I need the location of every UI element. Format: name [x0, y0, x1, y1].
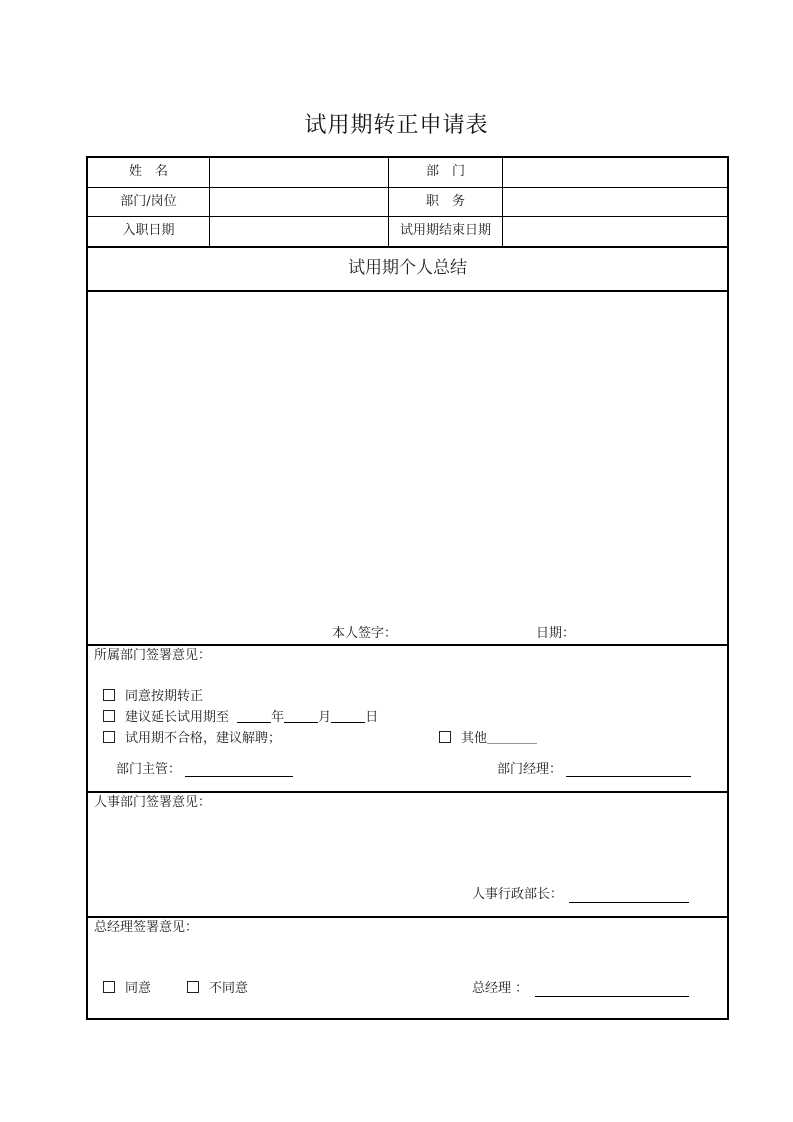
- checkbox-icon[interactable]: [187, 981, 199, 993]
- month-blank[interactable]: [284, 710, 318, 723]
- self-summary-title: 试用期个人总结: [348, 258, 467, 278]
- option-extend-probation[interactable]: [103, 710, 378, 726]
- dept-supervisor-label: 部门主管：: [116, 762, 182, 777]
- dept-position-field[interactable]: [210, 188, 388, 216]
- label-dept-position: 部门/岗位: [120, 194, 177, 209]
- hr-head-label: 人事行政部长：: [472, 887, 564, 902]
- checkbox-icon[interactable]: [103, 710, 115, 722]
- gm-opinion-heading: 总经理签署意见：: [94, 920, 199, 935]
- row-divider: [86, 290, 729, 292]
- gm-option-disagree[interactable]: [187, 981, 248, 997]
- dept-manager-label: 部门经理：: [497, 762, 563, 777]
- label-hire-date: 入职日期: [122, 223, 175, 238]
- day-label: 日: [365, 710, 379, 725]
- option-label: 其他: [461, 731, 488, 746]
- checkbox-icon[interactable]: [103, 689, 115, 701]
- option-label: 同意按期转正: [125, 689, 204, 704]
- label-department: 部 门: [425, 164, 465, 179]
- self-summary-textarea[interactable]: [90, 294, 724, 614]
- section-divider: [86, 791, 729, 793]
- option-agree-on-schedule[interactable]: [103, 689, 203, 705]
- label-probation-end-date: 试用期结束日期: [399, 223, 491, 238]
- title-field[interactable]: [503, 188, 727, 216]
- checkbox-icon[interactable]: [103, 731, 115, 743]
- section-divider: [86, 644, 729, 646]
- option-label: 同意: [125, 981, 152, 996]
- option-other[interactable]: [439, 731, 537, 747]
- year-label: 年: [271, 710, 285, 725]
- checkbox-icon[interactable]: [103, 981, 115, 993]
- dept-manager-signature-line[interactable]: [566, 776, 691, 777]
- month-label: 月: [318, 710, 332, 725]
- probation-end-date-field[interactable]: [503, 217, 727, 245]
- option-label: 试用期不合格，建议解聘；: [125, 731, 282, 746]
- dept-supervisor-signature-line[interactable]: [185, 776, 293, 777]
- checkbox-icon[interactable]: [439, 731, 451, 743]
- hr-head-signature-line[interactable]: [569, 902, 689, 903]
- name-field[interactable]: [210, 158, 388, 186]
- label-name: 姓 名: [128, 164, 168, 179]
- gm-signature-line[interactable]: [535, 996, 689, 997]
- hr-opinion-heading: 人事部门签署意见：: [94, 795, 212, 810]
- option-label: 建议延长试用期至: [125, 710, 230, 725]
- option-fail-dismiss[interactable]: [103, 731, 281, 747]
- section-divider: [86, 916, 729, 918]
- day-blank[interactable]: [331, 710, 365, 723]
- gm-option-agree[interactable]: [103, 981, 151, 997]
- year-blank[interactable]: [237, 710, 271, 723]
- hire-date-field[interactable]: [210, 217, 388, 245]
- other-blank[interactable]: [487, 731, 537, 744]
- page-title: 试用期转正申请表: [304, 113, 489, 138]
- date-label: 日期：: [536, 626, 576, 641]
- gm-label: 总经理 ：: [472, 981, 529, 996]
- signature-label: 本人签字：: [332, 626, 398, 641]
- dept-opinion-heading: 所属部门签署意见：: [94, 648, 212, 663]
- option-label: 不同意: [209, 981, 249, 996]
- label-title: 职 务: [425, 194, 465, 209]
- department-field[interactable]: [503, 158, 727, 186]
